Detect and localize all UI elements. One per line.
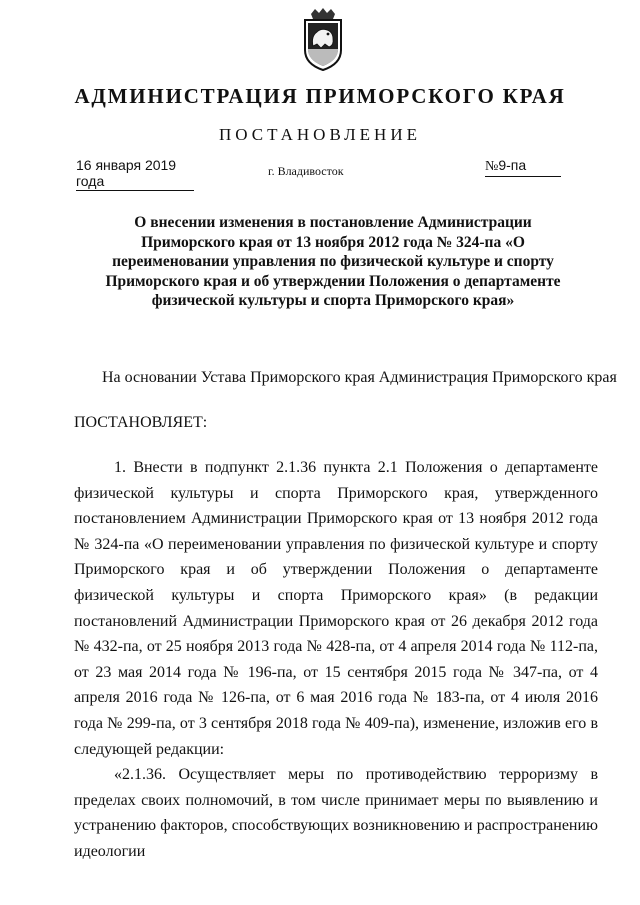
document-body (74, 455, 598, 865)
document-date: 16 января 2019 года (76, 157, 194, 191)
decree-word: ПОСТАНОВЛЯЕТ: (74, 414, 208, 431)
document-type: ПОСТАНОВЛЕНИЕ (218, 125, 421, 144)
organization-name: АДМИНИСТРАЦИЯ ПРИМОРСКОГО КРАЯ (74, 84, 566, 108)
document-title: О внесении изменения в постановление Администрации Приморского края от 13 ноября 2012 года № 324-па «О переименовании управления по физической культуре и спорту Приморского края и об утверждении Положения о департаменте физической культуры и спорта Приморского края» (105, 214, 561, 309)
number-sign: № (485, 159, 499, 174)
preamble: На основании Устава Приморского края Администрация Приморского края (102, 369, 617, 386)
body-paragraph: «2.1.36. Осуществляет меры по противодействию терроризму в пределах своих полномочий, в том числе принимает меры по выявлению и устранению факторов, способствующих возникновению и распространению идеологии (74, 766, 598, 860)
document-city: г. Владивосток (268, 164, 344, 178)
document-number (485, 157, 561, 177)
number-value: 9-па (498, 157, 527, 173)
coat-of-arms-icon (299, 6, 347, 72)
body-paragraph: 1. Внести в подпункт 2.1.36 пункта 2.1 Положения о департаменте физической культуры и спорта Приморского края, утвержденного постановлением Администрации Приморского края от 13 ноября 2012 года № 324-па «О переименовании управления по физической культуре и спорту Приморского края и об утверждении Положения о департаменте физической культуры и спорта Приморского края» (в редакции постановлений Администрации Приморского края от 26 декабря 2012 года № 432-па, от 25 ноября 2013 года № 428-па, от 4 апреля 2014 года № 112-па, от 23 мая 2014 года № 196-па, от 15 сентября 2015 года № 347-па, от 4 апреля 2016 года № 126-па, от 6 мая 2016 года № 183-па, от 4 июля 2016 года № 299-па, от 3 сентября 2018 года № 409-па), изменение, изложив его в следующей редакции: (74, 459, 598, 758)
